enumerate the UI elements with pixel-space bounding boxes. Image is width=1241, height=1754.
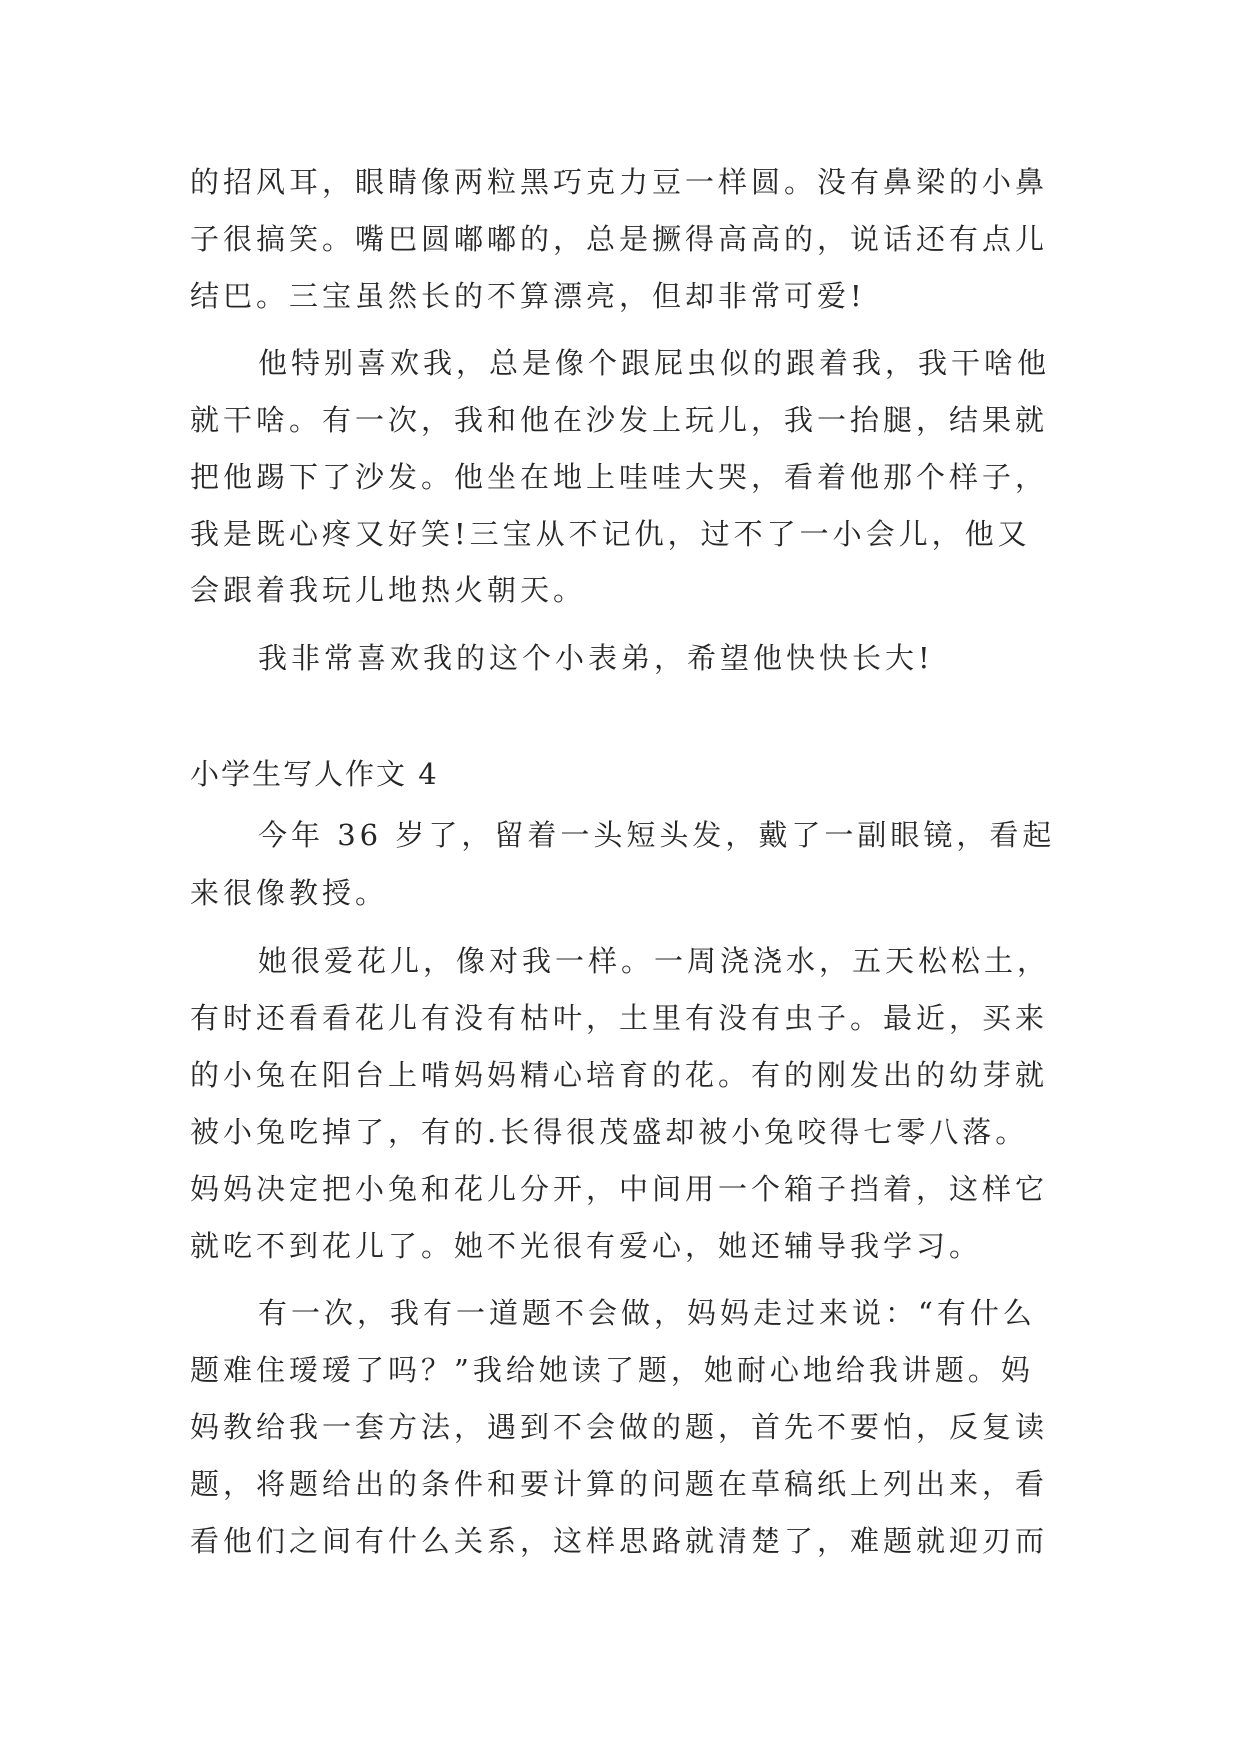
text-line: 妈妈决定把小兔和花儿分开，中间用一个箱子挡着，这样它 [190, 1172, 1049, 1206]
text-line: 的小兔在阳台上啃妈妈精心培育的花。有的刚发出的幼芽就 [190, 1058, 1049, 1092]
text-line: 我非常喜欢我的这个小表弟，希望他快快长大! [258, 641, 934, 675]
section-heading: 小学生写人作文 4 [190, 757, 439, 791]
text-line: 来很像教授。 [190, 876, 389, 910]
text-line: 今年 36 岁了，留着一头短头发，戴了一副眼镜，看起 [258, 818, 1056, 852]
text-line: 有一次，我有一道题不会做，妈妈走过来说：“有什么 [258, 1296, 1036, 1330]
text-line: 结巴。三宝虽然长的不算漂亮，但却非常可爱! [190, 279, 866, 313]
text-line: 的招风耳，眼睛像两粒黑巧克力豆一样圆。没有鼻梁的小鼻 [190, 165, 1049, 199]
text-line: 妈教给我一套方法，遇到不会做的题，首先不要怕，反复读 [190, 1410, 1049, 1444]
text-line: 有时还看看花儿有没有枯叶，土里有没有虫子。最近，买来 [190, 1001, 1049, 1035]
text-line: 把他踢下了沙发。他坐在地上哇哇大哭，看着他那个样子， [190, 460, 1049, 494]
text-line: 就干啥。有一次，我和他在沙发上玩儿，我一抬腿，结果就 [190, 403, 1049, 437]
text-line: 她很爱花儿，像对我一样。一周浇浇水，五天松松土， [258, 944, 1051, 978]
text-line: 他特别喜欢我，总是像个跟屁虫似的跟着我，我干啥他 [258, 346, 1051, 380]
text-line: 子很搞笑。嘴巴圆嘟嘟的，总是撅得高高的，说话还有点儿 [190, 222, 1049, 256]
text-line: 题，将题给出的条件和要计算的问题在草稿纸上列出来，看 [190, 1467, 1049, 1501]
text-line: 看他们之间有什么关系，这样思路就清楚了，难题就迎刃而 [190, 1524, 1049, 1558]
text-line: 被小兔吃掉了，有的.长得很茂盛却被小兔咬得七零八落。 [190, 1115, 1029, 1149]
text-line: 就吃不到花儿了。她不光很有爱心，她还辅导我学习。 [190, 1229, 983, 1263]
text-line: 会跟着我玩儿地热火朝天。 [190, 573, 587, 607]
text-line: 我是既心疼又好笑!三宝从不记仇，过不了一小会儿，他又 [190, 517, 1031, 551]
text-line: 题难住瑷瑷了吗？”我给她读了题，她耐心地给我讲题。妈 [190, 1353, 1034, 1387]
